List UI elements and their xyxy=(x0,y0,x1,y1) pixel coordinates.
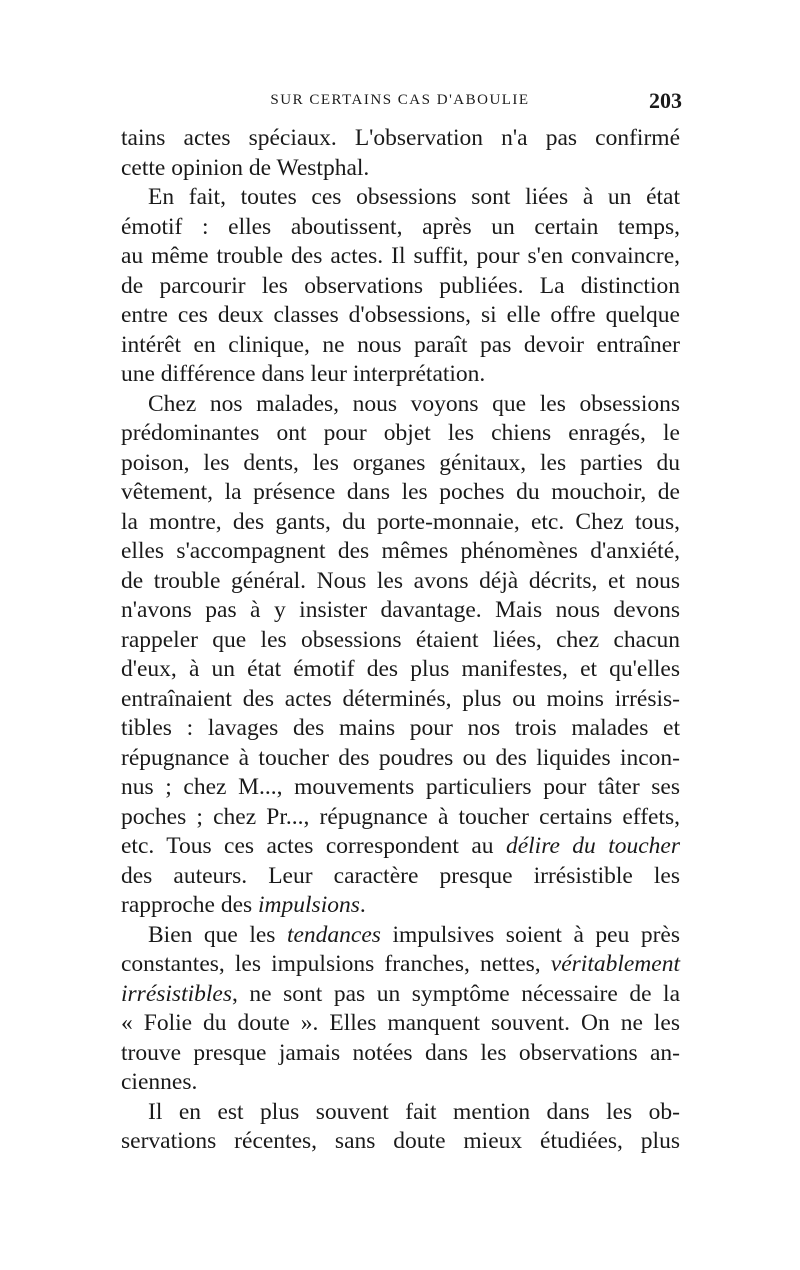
text-line xyxy=(121,950,680,980)
text-segment: rapproche des xyxy=(121,892,259,918)
text-segment: rappeler que les obsessions étaient liées, chez chacun xyxy=(121,626,680,653)
text-line xyxy=(121,626,680,656)
text-segment: n'avons pas à y insister davantage. Mais nous devons xyxy=(121,597,680,623)
text-segment: ciennes. xyxy=(121,1069,198,1095)
text-segment: servations récentes, sans doute mieux étudiées, plus xyxy=(121,1128,680,1154)
text-segment: d'eux, à un état émotif des plus manifestes, et qu'elles xyxy=(121,656,680,682)
text-line xyxy=(121,242,680,272)
text-line xyxy=(121,980,680,1010)
text-segment: une différence dans leur interprétation. xyxy=(121,361,486,387)
text-segment: , ne sont pas un symptôme nécessaire de la xyxy=(231,980,680,1007)
text-line xyxy=(121,832,680,862)
text-line xyxy=(121,773,680,803)
text-line xyxy=(121,213,680,243)
text-line xyxy=(121,537,680,567)
italic-term: impulsions xyxy=(258,892,360,918)
text-segment: Chez nos malades, nous voyons que les obsessions xyxy=(148,390,680,417)
italic-term: irrésistibles xyxy=(121,980,232,1007)
text-line xyxy=(121,685,680,715)
text-segment: « Folie du doute ». Elles manquent souvent. On ne les xyxy=(121,1010,680,1036)
running-title: SUR CERTAINS CAS D'ABOULIE xyxy=(270,92,530,108)
text-line xyxy=(121,1068,680,1098)
text-line xyxy=(121,124,680,154)
text-segment: Bien que les xyxy=(148,921,287,948)
italic-term: délire du toucher xyxy=(505,833,681,859)
text-segment: des auteurs. Leur caractère presque irrésistible les xyxy=(121,862,680,889)
text-segment: entre ces deux classes d'obsessions, si elle offre quelque xyxy=(121,302,680,328)
text-line xyxy=(121,419,680,449)
italic-term: véritablement xyxy=(550,951,680,977)
text-segment: poison, les dents, les organes génitaux, les parties du xyxy=(121,449,680,476)
text-line xyxy=(121,360,680,390)
text-segment: En fait, toutes ces obsessions sont liées à un état xyxy=(148,184,680,210)
text-line xyxy=(121,272,680,302)
text-segment: constantes, les impulsions franches, nettes, xyxy=(121,951,551,977)
page-number: 203 xyxy=(649,88,682,113)
text-line xyxy=(121,1098,680,1128)
text-line xyxy=(121,596,680,626)
text-segment: la montre, des gants, du porte-monnaie, etc. Chez tous, xyxy=(121,508,680,535)
text-segment: au même trouble des actes. Il suffit, pour s'en convaincre, xyxy=(121,243,680,269)
text-line xyxy=(121,331,680,361)
text-segment: tibles : lavages des mains pour nos trois malades et xyxy=(121,715,680,741)
text-segment: intérêt en clinique, ne nous paraît pas devoir entraîner xyxy=(121,331,680,358)
text-segment: elles s'accompagnent des mêmes phénomènes d'anxiété, xyxy=(121,538,680,564)
text-line xyxy=(121,390,680,420)
text-line xyxy=(121,655,680,685)
text-line xyxy=(121,183,680,213)
text-segment: prédominantes ont pour objet les chiens enragés, le xyxy=(121,420,680,446)
text-segment: de trouble général. Nous les avons déjà décrits, et nous xyxy=(121,567,680,594)
text-segment: de parcourir les observations publiées. La distinction xyxy=(121,272,680,299)
text-line xyxy=(121,508,680,538)
text-line xyxy=(121,921,680,951)
text-segment: Il en est plus souvent fait mention dans les ob- xyxy=(148,1098,680,1125)
body-text xyxy=(121,124,680,1157)
text-segment: . xyxy=(359,892,366,918)
running-head xyxy=(120,88,680,118)
text-segment: tains actes spéciaux. L'observation n'a pas confirmé xyxy=(121,125,680,151)
text-segment: vêtement, la présence dans les poches du mouchoir, de xyxy=(121,479,680,505)
text-segment: nus ; chez M..., mouvements particuliers pour tâter ses xyxy=(121,774,680,800)
text-segment: poches ; chez Pr..., répugnance à toucher certains effets, xyxy=(121,803,680,830)
text-line xyxy=(121,891,680,921)
text-line xyxy=(121,567,680,597)
text-segment: impulsives soient à peu près xyxy=(380,921,680,948)
text-line xyxy=(121,154,680,184)
italic-term: tendances xyxy=(286,921,381,948)
text-line xyxy=(121,803,680,833)
text-line xyxy=(121,478,680,508)
text-line xyxy=(121,449,680,479)
text-segment: cette opinion de Westphal. xyxy=(121,154,370,181)
text-line xyxy=(121,1127,680,1157)
text-line xyxy=(121,1009,680,1039)
text-line xyxy=(121,744,680,774)
text-segment: émotif : elles aboutissent, après un certain temps, xyxy=(121,213,680,240)
text-line xyxy=(121,1039,680,1069)
text-segment: entraînaient des actes déterminés, plus ou moins irrésis- xyxy=(121,685,680,712)
text-segment: etc. Tous ces actes correspondent au xyxy=(121,833,506,859)
text-line xyxy=(121,301,680,331)
text-line xyxy=(121,714,680,744)
text-segment: trouve presque jamais notées dans les observations an- xyxy=(121,1039,680,1066)
text-segment: répugnance à toucher des poudres ou des liquides incon- xyxy=(121,744,680,771)
text-line xyxy=(121,862,680,892)
